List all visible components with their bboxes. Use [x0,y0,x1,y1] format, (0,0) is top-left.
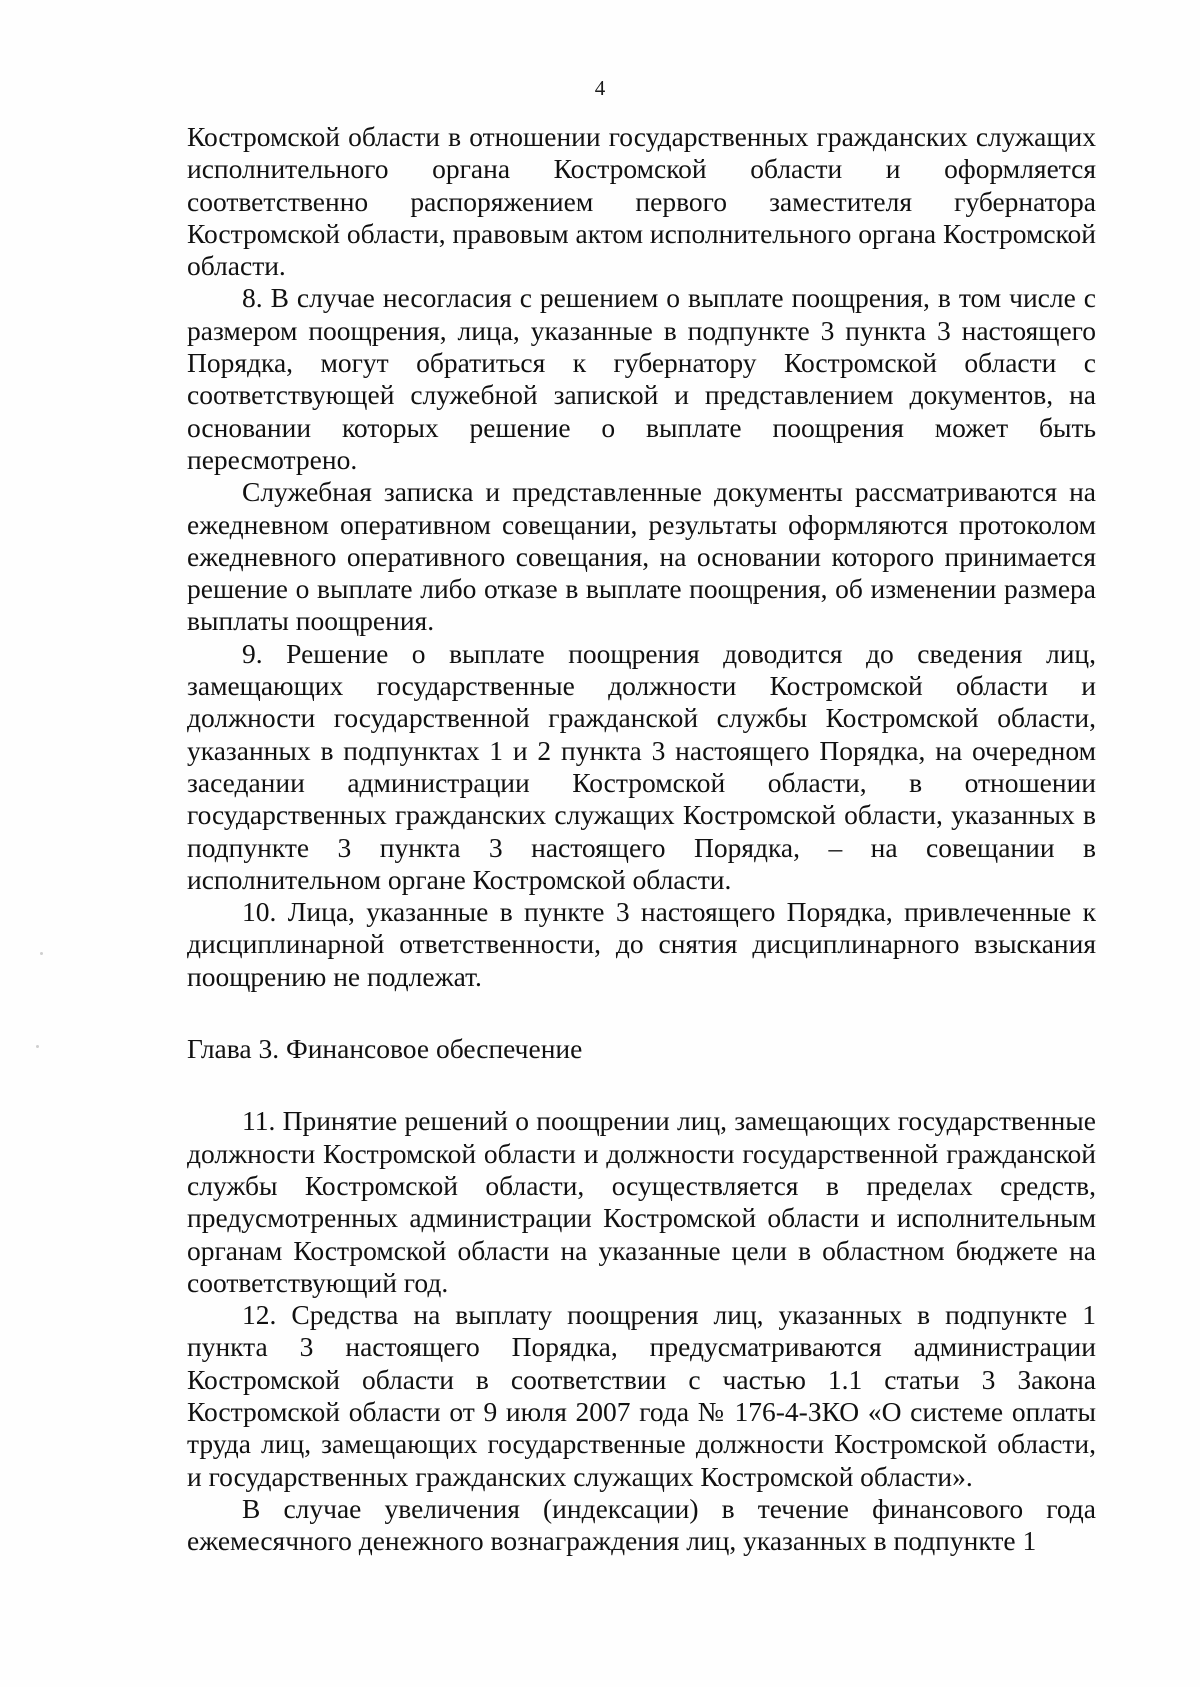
paragraphs-bottom [187,1105,1096,1557]
paragraph-8-memo: Служебная записка и представленные документы рассматриваются на ежедневном оперативном совещании, результаты оформляются протоколом ежедневного оперативного совещания, на основании которого принимается решение о выплате либо отказе в выплате поощрения, об изменении размера выплаты поощрения. [187,476,1096,637]
page-number: 4 [594,76,606,100]
paragraphs-top [187,121,1096,993]
paragraph-continuation: Костромской области в отношении государственных гражданских служащих исполнительного органа Костромской области и оформляется соответственно распоряжением первого заместителя губернатора Костромской области, правовым актом исполнительного органа Костромской области. [187,121,1096,282]
paragraph-11: 11. Принятие решений о поощрении лиц, замещающих государственные должности Костромской области и должности государственной гражданской службы Костромской области, осуществляется в пределах средств, предусмотренных администрации Костромской области и исполнительным органам Костромской области на указанные цели в областном бюджете на соответствующий год. [187,1105,1096,1298]
paragraph-12-indexation: В случае увеличения (индексации) в течение финансового года ежемесячного денежного вознаграждения лиц, указанных в подпункте 1 [187,1492,1096,1557]
document-body [187,121,1096,1557]
paragraph-12: 12. Средства на выплату поощрения лиц, указанных в подпункте 1 пункта 3 настоящего Порядка, предусматриваются администрации Костромской области в соответствии с частью 1.1 статьи 3 Закона Костромской области от 9 июля 2007 года № 176-4-ЗКО «О системе оплаты труда лиц, замещающих государственные должности Костромской области, и государственных гражданских служащих Костромской области». [187,1299,1096,1492]
scan-speck [40,952,43,955]
paragraph-9: 9. Решение о выплате поощрения доводится до сведения лиц, замещающих государственные должности Костромской области и должности государственной гражданской службы Костромской области, указанных в подпунктах 1 и 2 пункта 3 настоящего Порядка, на очередном заседании администрации Костромской области, в отношении государственных гражданских служащих Костромской области, указанных в подпункте 3 пункта 3 настоящего Порядка, – на совещании в исполнительном органе Костромской области. [187,637,1096,895]
paragraph-8: 8. В случае несогласия с решением о выплате поощрения, в том числе с размером поощрения, лица, указанные в подпункте 3 пункта 3 настоящего Порядка, могут обратиться к губернатору Костромской области с соответствующей служебной запиской и представлением документов, на основании которых решение о выплате поощрения может быть пересмотрено. [187,282,1096,475]
scan-speck [36,1045,39,1048]
chapter-heading: Глава 3. Финансовое обеспечение [187,1033,583,1065]
paragraph-10: 10. Лица, указанные в пункте 3 настоящего Порядка, привлеченные к дисциплинарной ответственности, до снятия дисциплинарного взыскания поощрению не подлежат. [187,896,1096,992]
